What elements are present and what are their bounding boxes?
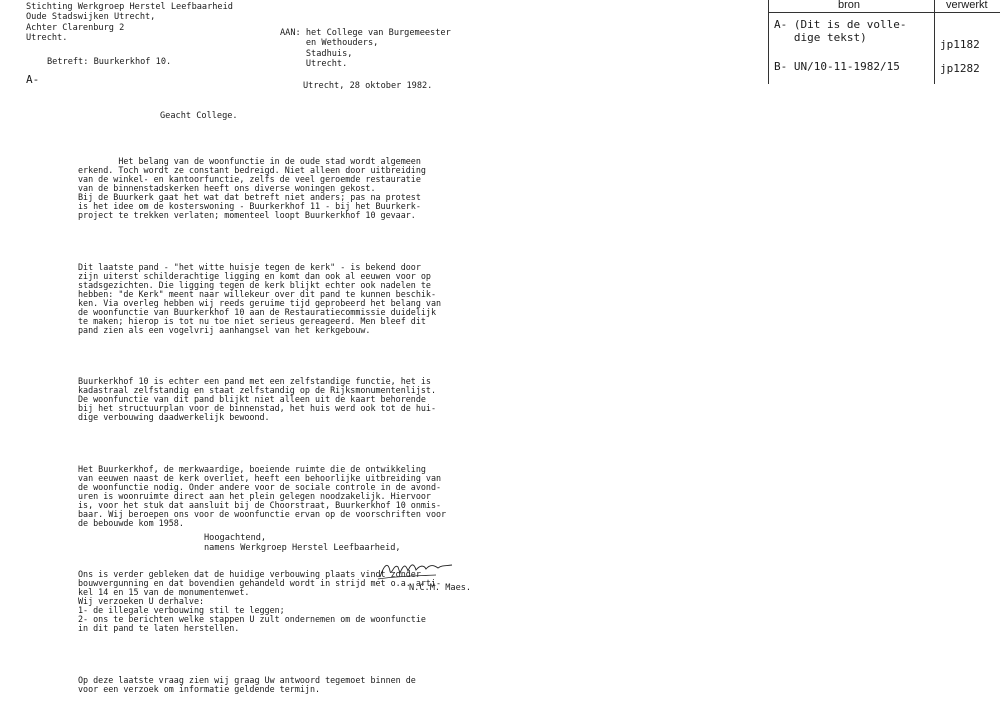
sender-address: Stichting Werkgroep Herstel Leefbaarheid Oude Stadswijken Utrecht, Achter Clarenburg 2 Utrecht. — [26, 2, 233, 44]
paragraph-1: Het belang van de woonfunctie in de oude stad wordt algemeen erkend. Toch wordt ze constant bedreigd. Niet alleen door uitbreiding van de winkel- en kantoorfunctie, zelfs de veel geroemde restauratie van de binnenstadskerken heeft ons diverse woningen gekost. Bij de Buurkerk gaat het wat dat betreft niet anders; pas na protest is het idee om de kosterswoning - Buurkerkhof 11 - bij het Buurkerk- project te trekken verlaten; momenteel loopt Buurkerkhof 10 gevaar. — [78, 156, 426, 221]
salutation: Geacht College. — [160, 111, 238, 121]
paragraph-4: Het Buurkerkhof, de merkwaardige, boeiende ruimte die de ontwikkeling van eeuwen naast de kerk overliet, heeft een behoorlijke uitbreiding van de woonfunctie nodig. Onder andere voor de sociale controle in de avond- uren is woonruimte direct aan het plein gelegen noodzakelijk. Hiervoor is, voor het stuk dat aansluit bij de Choorstraat, Buurkerkhof 10 onmis- baar. Wij beroepen ons voor de woonfunctie ervan op de voorschriften voor de bebouwde kom 1958. — [78, 463, 447, 528]
header-bron: bron — [838, 0, 861, 11]
row-b-source: B- UN/10-11-1982/15 — [774, 60, 900, 73]
addressee-block: AAN: het College van Burgemeester en Wethouders, Stadhuis, Utrecht. — [280, 28, 451, 70]
signature-icon — [376, 557, 456, 581]
margin-mark: A- — [26, 73, 40, 86]
row-a-processed: jp1182 — [940, 38, 980, 51]
registration-table — [768, 0, 1000, 84]
letter-date: Utrecht, 28 oktober 1982. — [303, 81, 433, 91]
signatory-name: N.C.M. Maes. — [409, 583, 472, 593]
paragraph-3: Buurkerkhof 10 is echter een pand met een zelfstandige functie, het is kadastraal zelfstandig en staat zelfstandig op de Rijksmonumentenlijst. De woonfunctie van dit pand blijkt niet alleen uit de kaart behorende bij het structuurplan voor de binnenstad, het huis werd ook tot de hui- dige verbouwing daadwerkelijk bewoond. — [78, 376, 436, 423]
subject-line: Betreft: Buurkerkhof 10. — [47, 57, 172, 67]
row-a-source: A- (Dit is de volle- dige tekst) — [774, 18, 907, 44]
paragraph-6: Op deze laatste vraag zien wij graag Uw antwoord tegemoet binnen de voor een verzoek om informatie geldende termijn. — [78, 674, 416, 694]
row-b-processed: jp1282 — [940, 62, 980, 75]
closing: Hoogachtend, namens Werkgroep Herstel Leefbaarheid, — [204, 533, 401, 554]
letter-body — [78, 139, 446, 703]
header-verwerkt: verwerkt — [946, 0, 988, 11]
paragraph-5: Ons is verder gebleken dat de huidige verbouwing plaats vindt zonder bouwvergunning en dat bovendien gehandeld wordt in strijd met o.a. arti- kel 14 en 15 van de monumentenwet. Wij verzoeken U derhalve: 1- de illegale verbouwing stil te leggen; 2- ons te berichten welke stappen U zult ondernemen om de woonfunctie in dit pand te laten herstellen. — [78, 569, 442, 634]
paragraph-2: Dit laatste pand - "het witte huisje tegen de kerk" - is bekend door zijn uiterst schilderachtige ligging en komt dan ook al eeuwen voor op stadsgezichten. Die ligging tegen de kerk blijkt echter ook nadelen te hebben: "de Kerk" meent naar willekeur over dit pand te kunnen beschik- ken. Via overleg hebben wij reeds geruime tijd geprobeerd het belang van de woonfunctie van Buurkerkhof 10 aan de Restauratiecommissie duidelijk te maken; hierop is tot nu toe niet serieus gereageerd. Men bleef dit pand zien als een vogelvrij aanhangsel van het kerkgebouw. — [78, 261, 442, 335]
